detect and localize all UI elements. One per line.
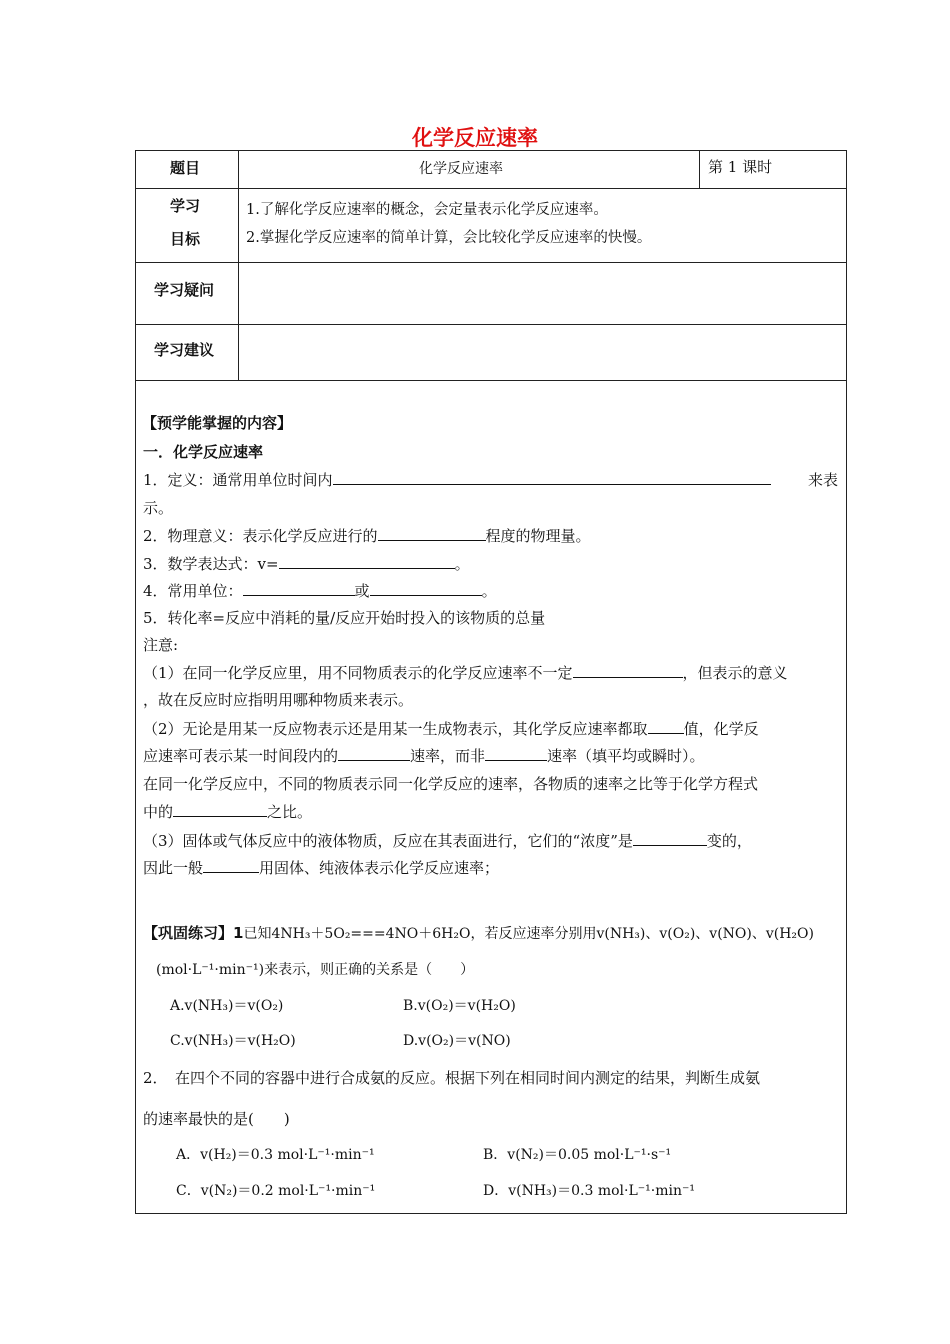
note-3-text: （3）固体或气体反应中的液体物质，反应在其表面进行，它们的“浓度”是 bbox=[143, 832, 633, 850]
fill-blank[interactable] bbox=[333, 470, 771, 485]
note-1-wrap: ，故在反应时应指明用哪种物质来表示。 bbox=[143, 691, 414, 709]
question-1-text: 已知4NH₃＋5O₂===4NO＋6H₂O，若反应速率分别用v(NH₃)、v(O₂)、v(NO)、v(H₂O) bbox=[243, 926, 814, 942]
topic-label: 题目 bbox=[170, 159, 201, 177]
note-2-ratio: 在同一化学反应中，不同的物质表示同一化学反应的速率，各物质的速率之比等于化学方程式 bbox=[143, 775, 759, 793]
goal-item: 2.掌握化学反应速率的简单计算，会比较化学反应速率的快慢。 bbox=[246, 230, 652, 246]
note-2-text: 应速率可表示某一时间段内的 bbox=[143, 747, 339, 765]
expression-tail: 。 bbox=[454, 555, 470, 573]
question-2-text: 2． 在四个不同的容器中进行合成氨的反应。根据下列在相同时间内测定的结果，判断生成氨 bbox=[143, 1069, 761, 1087]
note-2-line-b bbox=[143, 745, 705, 766]
topic-value: 化学反应速率 bbox=[419, 161, 503, 177]
note-3-text: 用固体、纯液体表示化学反应速率； bbox=[259, 859, 500, 877]
note-2-line bbox=[143, 718, 759, 739]
unit-tail: 。 bbox=[481, 582, 497, 600]
option-a[interactable]: A.v(NH₃)＝v(O₂) bbox=[170, 998, 284, 1014]
option-c[interactable]: C．v(N₂)＝0.2 mol·L⁻¹·min⁻¹ bbox=[176, 1183, 376, 1199]
note-2-ratio-b bbox=[143, 801, 312, 822]
fill-blank[interactable] bbox=[203, 858, 259, 873]
fill-blank[interactable] bbox=[648, 719, 684, 734]
fill-blank[interactable] bbox=[279, 554, 455, 569]
option-b[interactable]: B.v(O₂)＝v(H₂O) bbox=[403, 998, 516, 1014]
definition-wrap: 示。 bbox=[143, 499, 174, 517]
fill-blank[interactable] bbox=[485, 746, 547, 761]
question-number: 1 bbox=[233, 924, 244, 942]
note-3-line-b bbox=[143, 857, 499, 878]
meaning-text-tail: 程度的物理量。 bbox=[485, 527, 591, 545]
option-d[interactable]: D.v(O₂)＝v(NO) bbox=[403, 1033, 511, 1049]
fill-blank[interactable] bbox=[173, 802, 267, 817]
column-divider bbox=[699, 150, 700, 188]
unit-line bbox=[143, 580, 497, 601]
fill-blank[interactable] bbox=[573, 663, 683, 678]
lesson-number: 第 1 课时 bbox=[708, 158, 773, 176]
row-divider bbox=[135, 262, 847, 263]
note-3-text: 因此一般 bbox=[143, 859, 204, 877]
note-2-text: 之比。 bbox=[267, 803, 313, 821]
row-divider bbox=[135, 380, 847, 381]
section-heading: 【预学能掌握的内容】 bbox=[142, 414, 293, 432]
row-divider bbox=[135, 324, 847, 325]
option-a[interactable]: A．v(H₂)＝0.3 mol·L⁻¹·min⁻¹ bbox=[176, 1147, 375, 1163]
note-1-line bbox=[143, 662, 788, 683]
note-2-tail: 值，化学反 bbox=[683, 720, 759, 738]
definition-tail: 来表 bbox=[808, 471, 839, 489]
fill-blank[interactable] bbox=[633, 831, 707, 846]
column-divider bbox=[238, 150, 239, 380]
unit-text: 4．常用单位： bbox=[143, 582, 243, 600]
note-label: 注意: bbox=[143, 636, 179, 654]
definition-line bbox=[143, 469, 771, 490]
conversion-line: 5．转化率=反应中消耗的量/反应开始时投入的该物质的总量 bbox=[143, 609, 546, 627]
note-2-text: 速率，而非 bbox=[410, 747, 486, 765]
page-title: 化学反应速率 bbox=[412, 126, 538, 150]
meaning-text: 2．物理意义：表示化学反应进行的 bbox=[143, 527, 378, 545]
practice-q1-line bbox=[143, 922, 814, 943]
meaning-line bbox=[143, 525, 591, 546]
unit-or: 或 bbox=[354, 582, 370, 600]
note-3-tail: 变的， bbox=[706, 832, 752, 850]
row-divider bbox=[135, 188, 847, 189]
suggest-label: 学习建议 bbox=[154, 341, 215, 359]
option-c[interactable]: C.v(NH₃)＝v(H₂O) bbox=[170, 1033, 296, 1049]
question-2-text-b: 的速率最快的是( ) bbox=[143, 1110, 290, 1128]
note-1-tail: ，但表示的意义 bbox=[682, 664, 788, 682]
question-label: 学习疑问 bbox=[154, 281, 215, 299]
option-b[interactable]: B．v(N₂)＝0.05 mol·L⁻¹·s⁻¹ bbox=[483, 1147, 672, 1163]
expression-line bbox=[143, 553, 470, 574]
fill-blank[interactable] bbox=[378, 526, 486, 541]
goal-item: 1.了解化学反应速率的概念，会定量表示化学反应速率。 bbox=[246, 202, 608, 218]
part-heading: 一．化学反应速率 bbox=[143, 443, 264, 461]
fill-blank[interactable] bbox=[370, 581, 482, 596]
option-d[interactable]: D．v(NH₃)＝0.3 mol·L⁻¹·min⁻¹ bbox=[483, 1183, 695, 1199]
note-2-text: 中的 bbox=[143, 803, 174, 821]
expression-text: 3．数学表达式：v= bbox=[143, 555, 279, 573]
note-2-text: 速率（填平均或瞬时）。 bbox=[547, 747, 705, 765]
note-3-line bbox=[143, 830, 752, 851]
definition-text: 1．定义：通常用单位时间内 bbox=[143, 471, 333, 489]
question-1-text-b: (mol·L⁻¹·min⁻¹)来表示，则正确的关系是（ ） bbox=[156, 962, 475, 978]
fill-blank[interactable] bbox=[243, 581, 355, 596]
note-2-text: （2）无论是用某一反应物表示还是用某一生成物表示，其化学反应速率都取 bbox=[143, 720, 648, 738]
goal-label-1: 学习 bbox=[170, 197, 201, 215]
fill-blank[interactable] bbox=[338, 746, 410, 761]
note-1-text: （1）在同一化学反应里，用不同物质表示的化学反应速率不一定 bbox=[143, 664, 573, 682]
practice-heading: 【巩固练习】 bbox=[143, 924, 234, 942]
goal-label-2: 目标 bbox=[170, 230, 201, 248]
